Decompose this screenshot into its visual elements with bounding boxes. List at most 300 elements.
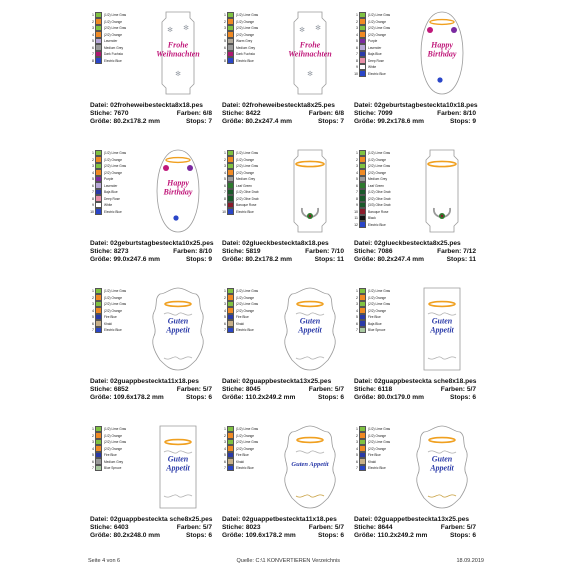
design-lettering: Appetit	[298, 325, 322, 335]
stitches-row	[90, 110, 212, 118]
color-chip	[359, 327, 366, 334]
color-name: (2/2) Lime Gras	[368, 26, 391, 30]
color-number: 5	[356, 177, 358, 181]
file-label: Datei:	[90, 240, 109, 247]
stops-label: Stops:	[449, 117, 471, 125]
color-number: 3	[224, 440, 226, 444]
file-name: 02glueckbesteckta8x18.pes	[242, 240, 329, 247]
color-row	[354, 295, 404, 301]
color-name: (2/2) Lime Gras	[236, 164, 259, 168]
color-number: 3	[224, 26, 226, 30]
color-name: (2/2) Lime Gras	[368, 164, 391, 168]
color-row	[354, 202, 404, 208]
snowflake-icon: ✻	[183, 25, 189, 32]
color-number: 3	[356, 26, 358, 30]
flower-icon	[309, 215, 311, 217]
color-row	[90, 426, 140, 432]
color-number: 2	[356, 433, 358, 438]
color-list	[354, 426, 404, 472]
color-list	[222, 288, 272, 334]
color-number: 2	[224, 295, 226, 300]
design-info	[222, 240, 344, 263]
stops-value: 6	[472, 393, 476, 401]
file-name: 02froheweibesteckta8x25.pes	[242, 102, 335, 109]
color-row	[354, 433, 404, 439]
color-name: Lavender	[104, 183, 118, 188]
size-value: 80.2x247.4 mm	[245, 117, 293, 125]
stops-value: 11	[337, 255, 344, 263]
file-label: Datei:	[222, 516, 241, 523]
size-label: Größe:	[222, 255, 244, 263]
color-row	[222, 51, 272, 57]
balloon-icon	[163, 165, 169, 171]
color-number: 5	[92, 453, 94, 457]
color-name: (2/2) Orange	[368, 308, 387, 313]
color-name: (2/2) Orange	[104, 446, 123, 451]
color-name: (1/2) Lime Gras	[104, 427, 127, 431]
file-name: 02guappbesteckta sche8x18.pes	[374, 378, 477, 385]
file-row	[90, 240, 212, 248]
flower-icon	[441, 215, 443, 217]
design-card	[352, 420, 484, 558]
file-row	[354, 240, 476, 248]
color-name: Fire Blue	[236, 453, 249, 457]
colors-label: Farben:	[176, 385, 201, 393]
design-card	[352, 144, 484, 282]
color-name: (1/2) Lime Gras	[104, 289, 127, 293]
color-row	[90, 25, 140, 31]
color-row	[90, 295, 140, 301]
color-number: 7	[224, 190, 226, 194]
color-name: Leaf Green	[368, 183, 384, 188]
color-number: 2	[92, 433, 94, 438]
color-row	[354, 288, 404, 294]
stitches-value: 5819	[245, 247, 261, 255]
color-name: Electric Blue	[104, 328, 122, 332]
size-row	[354, 256, 476, 264]
color-name: Medium Grey	[236, 45, 256, 50]
stitches-label: Stiche:	[222, 523, 244, 531]
color-number: 3	[356, 440, 358, 444]
size-row	[90, 532, 212, 540]
color-name: Dark Fuchsia	[236, 52, 255, 56]
color-number: 2	[224, 19, 226, 24]
size-label: Größe:	[90, 117, 112, 125]
color-chip	[95, 57, 102, 64]
design-preview-svg	[146, 284, 210, 374]
color-number: 6	[92, 321, 94, 326]
file-name: 02geburtstagbesteckta10x25.pes	[110, 240, 214, 247]
design-preview-svg	[278, 284, 342, 374]
color-number: 1	[92, 13, 94, 17]
design-card	[352, 6, 484, 144]
color-row	[90, 38, 140, 44]
design-info	[90, 378, 212, 401]
snowflake-icon: ✻	[315, 25, 321, 32]
color-number: 4	[356, 446, 358, 451]
color-number: 4	[224, 32, 226, 37]
size-value: 110.2x249.2 mm	[245, 393, 296, 401]
color-number: 8	[356, 196, 358, 201]
colors-label: Farben:	[440, 523, 465, 531]
color-name: Dark Fuchsia	[104, 52, 123, 56]
design-info	[222, 516, 344, 539]
colors-label: Farben:	[173, 247, 198, 255]
design-lettering: Appetit	[166, 463, 190, 473]
color-name: Fire Blue	[104, 453, 117, 457]
color-row	[222, 38, 272, 44]
size-label: Größe:	[222, 393, 244, 401]
color-name: (1/2) Lime Gras	[236, 13, 259, 17]
color-row	[354, 170, 404, 176]
color-name: Fire Blue	[236, 315, 249, 319]
colors-label: Farben:	[440, 385, 465, 393]
color-number: 7	[356, 190, 358, 194]
size-value: 110.2x249.2 mm	[377, 531, 428, 539]
color-number: 10	[354, 71, 358, 76]
design-preview-svg	[146, 146, 210, 236]
color-number: 7	[92, 328, 94, 332]
color-name: (2/2) Orange	[368, 446, 387, 451]
design-lettering: Happy	[167, 178, 189, 188]
color-list	[354, 288, 404, 334]
color-name: Electric Blue	[368, 222, 386, 227]
color-name: (2/2) Lime Gras	[236, 440, 259, 444]
stitches-row	[222, 110, 344, 118]
color-row	[354, 64, 404, 70]
color-row	[222, 308, 272, 314]
source-path: Quelle: C:\1 KONVERTIEREN Verzeichnis	[236, 558, 341, 564]
file-label: Datei:	[354, 240, 373, 247]
color-number: 7	[224, 52, 226, 56]
design-info	[90, 516, 212, 539]
stitches-row	[222, 524, 344, 532]
color-row	[90, 446, 140, 452]
size-row	[354, 118, 476, 126]
color-name: Baja Blue	[368, 52, 382, 56]
file-label: Datei:	[222, 102, 241, 109]
color-name: (1/2) Orange	[104, 295, 123, 300]
color-row	[222, 465, 272, 471]
color-number: 3	[356, 164, 358, 168]
design-lettering: Guten	[167, 316, 189, 326]
color-row	[222, 295, 272, 301]
stops-value: 6	[340, 393, 344, 401]
design-lettering: Happy	[431, 40, 453, 50]
color-list	[90, 288, 140, 334]
color-row	[90, 163, 140, 169]
design-lettering: Weihnachten	[156, 49, 200, 59]
color-number: 3	[224, 164, 226, 168]
stops-label: Stops:	[449, 531, 471, 539]
color-row	[90, 170, 140, 176]
color-number: 7	[92, 52, 94, 56]
stitches-row	[90, 248, 212, 256]
color-number: 6	[224, 321, 226, 326]
color-name: (1/2) Orange	[104, 433, 123, 438]
size-label: Größe:	[354, 255, 376, 263]
color-row	[90, 209, 140, 215]
color-number: 2	[356, 295, 358, 300]
stops-value: 6	[208, 393, 212, 401]
color-name: White	[368, 65, 377, 69]
color-number: 1	[92, 289, 94, 293]
color-row	[354, 465, 404, 471]
design-lettering: Appetit	[430, 325, 454, 335]
stops-value: 9	[208, 255, 212, 263]
stops-label: Stops:	[185, 531, 207, 539]
design-info	[90, 102, 212, 125]
file-name: 02guappbesteckta sche8x25.pes	[110, 516, 213, 523]
color-name: (1/2) Olive Drab	[236, 190, 259, 194]
color-number: 4	[356, 32, 358, 37]
color-number: 5	[356, 39, 358, 43]
color-number: 4	[224, 308, 226, 313]
color-name: (2/2) Orange	[236, 170, 255, 175]
color-name: Electric Blue	[104, 58, 122, 63]
file-label: Datei:	[354, 378, 373, 385]
color-number: 9	[356, 203, 358, 207]
stitches-label: Stiche:	[90, 523, 112, 531]
color-number: 6	[356, 459, 358, 464]
design-preview-svg	[410, 422, 474, 512]
design-preview	[278, 422, 342, 512]
color-number: 6	[92, 183, 94, 188]
color-chip	[227, 465, 234, 472]
design-card	[220, 420, 352, 558]
color-row	[222, 163, 272, 169]
size-row	[354, 394, 476, 402]
color-name: (2/2) Lime Gras	[104, 302, 127, 306]
stops-label: Stops:	[449, 393, 471, 401]
stops-label: Stops:	[185, 393, 207, 401]
design-lettering: Guten	[431, 316, 453, 326]
color-row	[222, 439, 272, 445]
color-row	[90, 45, 140, 51]
color-name: (1/2) Lime Gras	[368, 13, 391, 17]
print-date: 18.09.2019	[456, 558, 484, 564]
color-name: Warm Grey	[236, 39, 253, 43]
colors-label: Farben:	[308, 385, 333, 393]
color-number: 6	[224, 45, 226, 50]
color-row	[222, 446, 272, 452]
size-row	[222, 118, 344, 126]
design-lettering: Frohe	[167, 40, 189, 50]
color-number: 6	[356, 183, 358, 188]
color-name: Khaki	[104, 321, 112, 326]
color-row	[90, 150, 140, 156]
color-row	[222, 157, 272, 163]
color-row	[354, 58, 404, 64]
stitches-label: Stiche:	[354, 109, 376, 117]
stops-label: Stops:	[185, 117, 207, 125]
file-row	[90, 516, 212, 524]
stitches-value: 8045	[245, 385, 261, 393]
color-row	[222, 25, 272, 31]
design-info	[354, 516, 476, 539]
color-name: (1/2) Lime Gras	[236, 427, 259, 431]
design-preview-svg	[410, 8, 474, 98]
design-preview	[146, 146, 210, 236]
file-name: 02guappbesteckta13x25.pes	[242, 378, 332, 385]
colors-value: 5/7	[334, 385, 344, 393]
color-number: 3	[92, 302, 94, 306]
color-chip	[95, 465, 102, 472]
color-row	[222, 202, 272, 208]
color-name: (1/2) Orange	[104, 157, 123, 162]
color-number: 2	[356, 157, 358, 162]
color-number: 2	[356, 19, 358, 24]
size-value: 80.0x179.0 mm	[377, 393, 425, 401]
color-number: 1	[224, 13, 226, 17]
color-number: 1	[224, 151, 226, 155]
color-row	[222, 32, 272, 38]
design-preview	[410, 284, 474, 374]
stops-value: 6	[340, 531, 344, 539]
size-label: Größe:	[354, 117, 376, 125]
color-number: 3	[224, 302, 226, 306]
size-row	[222, 532, 344, 540]
color-row	[90, 58, 140, 64]
color-name: Fire Blue	[368, 315, 381, 319]
color-number: 6	[92, 45, 94, 50]
color-number: 5	[356, 453, 358, 457]
file-row	[90, 378, 212, 386]
color-row	[90, 288, 140, 294]
color-row	[222, 45, 272, 51]
color-row	[354, 38, 404, 44]
color-row	[90, 157, 140, 163]
color-number: 5	[356, 315, 358, 319]
color-name: Deep Rose	[104, 196, 120, 201]
color-number: 3	[356, 302, 358, 306]
color-row	[222, 452, 272, 458]
color-row	[222, 12, 272, 18]
color-number: 5	[92, 177, 94, 181]
color-row	[222, 327, 272, 333]
color-row	[90, 12, 140, 18]
snowflake-icon: ✻	[299, 27, 305, 34]
color-row	[222, 209, 272, 215]
color-number: 8	[224, 58, 226, 63]
stitches-label: Stiche:	[222, 247, 244, 255]
size-value: 80.2x248.0 mm	[113, 531, 161, 539]
color-number: 7	[356, 328, 358, 332]
color-name: (2/2) Lime Gras	[236, 26, 259, 30]
colors-label: Farben:	[308, 109, 333, 117]
color-number: 6	[92, 459, 94, 464]
design-preview	[146, 422, 210, 512]
colors-label: Farben:	[176, 109, 201, 117]
color-row	[354, 183, 404, 189]
file-label: Datei:	[90, 102, 109, 109]
design-card	[220, 144, 352, 282]
color-name: (1/2) Orange	[368, 19, 387, 24]
stitches-label: Stiche:	[354, 247, 376, 255]
color-name: (2/2) Lime Gras	[368, 440, 391, 444]
color-number: 11	[354, 216, 358, 220]
size-row	[222, 394, 344, 402]
color-name: (2/2) Orange	[104, 308, 123, 313]
colors-value: 8/10	[199, 247, 212, 255]
color-name: (2/2) Lime Gras	[104, 26, 127, 30]
color-row	[354, 209, 404, 215]
color-chip	[359, 70, 366, 77]
design-info	[222, 378, 344, 401]
colors-value: 5/7	[466, 523, 476, 531]
colors-value: 7/10	[331, 247, 344, 255]
design-preview	[410, 422, 474, 512]
color-name: Fire Blue	[368, 453, 381, 457]
color-name: (2/2) Lime Gras	[104, 164, 127, 168]
colors-value: 5/7	[202, 385, 212, 393]
color-number: 7	[356, 52, 358, 56]
color-name: Medium Grey	[236, 177, 256, 181]
color-row	[90, 314, 140, 320]
color-row	[222, 196, 272, 202]
design-info	[90, 240, 212, 263]
design-info	[354, 102, 476, 125]
size-label: Größe:	[354, 531, 376, 539]
color-number: 8	[92, 196, 94, 201]
design-lettering: Weihnachten	[288, 49, 332, 59]
design-lettering: Birthday	[163, 187, 193, 197]
color-number: 1	[356, 427, 358, 431]
file-label: Datei:	[90, 516, 109, 523]
color-row	[354, 196, 404, 202]
size-value: 80.2x178.2 mm	[113, 117, 161, 125]
color-number: 8	[92, 58, 94, 63]
color-row	[90, 189, 140, 195]
color-name: Electric Blue	[104, 209, 122, 214]
stitches-label: Stiche:	[222, 385, 244, 393]
size-value: 99.2x178.6 mm	[377, 117, 425, 125]
color-number: 1	[92, 151, 94, 155]
color-chip	[227, 327, 234, 334]
color-row	[222, 459, 272, 465]
stops-value: 7	[208, 117, 212, 125]
color-name: Purple	[368, 39, 378, 43]
size-label: Größe:	[90, 393, 112, 401]
color-row	[354, 327, 404, 333]
stops-label: Stops:	[317, 393, 339, 401]
stitches-value: 8644	[377, 523, 393, 531]
color-list	[90, 150, 140, 215]
color-row	[90, 321, 140, 327]
color-row	[90, 19, 140, 25]
color-name: Khaki	[236, 459, 244, 464]
stitches-row	[90, 524, 212, 532]
color-number: 8	[224, 196, 226, 201]
color-row	[354, 452, 404, 458]
design-lettering: Appetit	[430, 463, 454, 473]
color-number: 1	[356, 151, 358, 155]
color-number: 9	[356, 65, 358, 69]
color-row	[222, 150, 272, 156]
color-name: (2/2) Lime Gras	[104, 440, 127, 444]
color-number: 10	[222, 209, 226, 214]
color-row	[354, 157, 404, 163]
size-value: 80.2x178.2 mm	[245, 255, 293, 263]
stitches-value: 6118	[377, 385, 393, 393]
balloon-icon	[451, 27, 457, 33]
colors-label: Farben:	[437, 247, 462, 255]
color-name: (2/2) Olive Drab	[368, 196, 391, 201]
design-preview	[146, 8, 210, 98]
color-number: 5	[224, 315, 226, 319]
color-row	[354, 189, 404, 195]
design-preview	[278, 284, 342, 374]
